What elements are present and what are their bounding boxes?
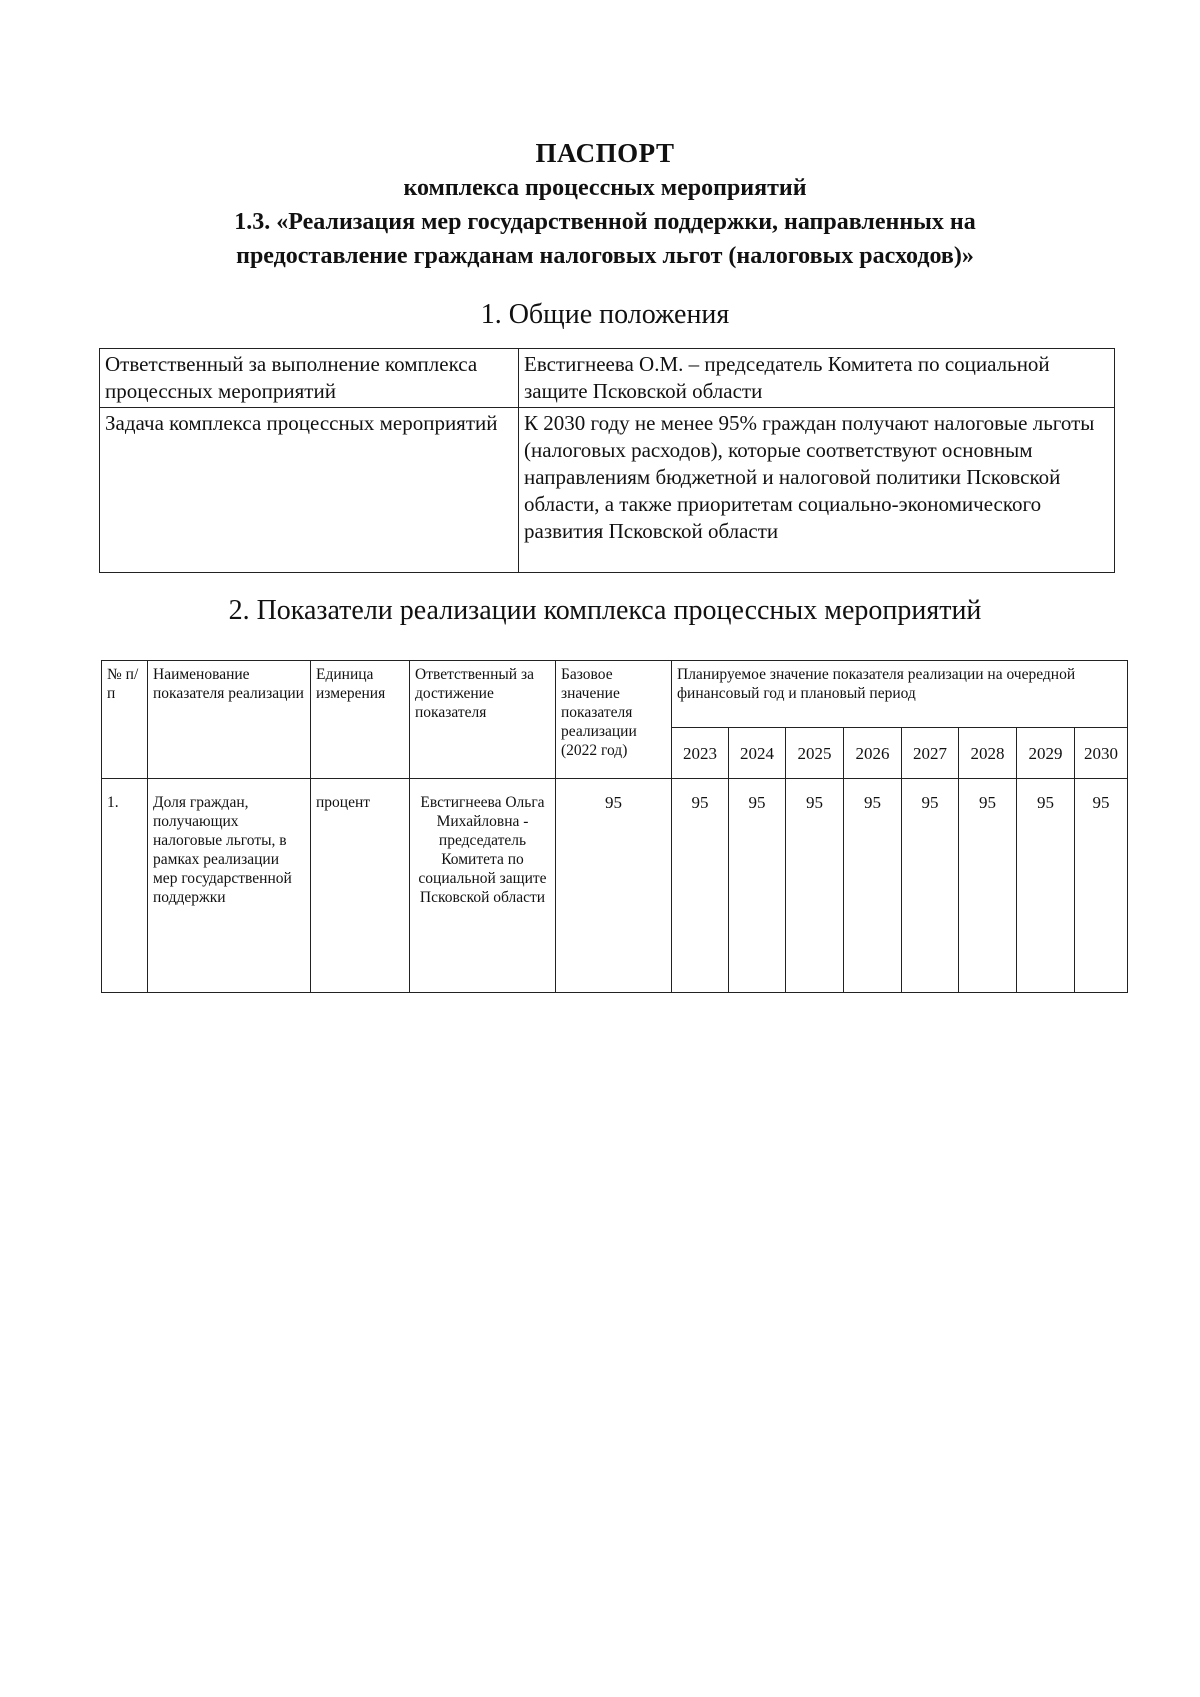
responsible-label: Ответственный за выполнение комплекса процессных мероприятий [100,349,519,408]
table-row [102,779,1128,993]
document-subtitle-line1: комплекса процессных мероприятий [403,175,807,201]
row-value: 95 [672,779,729,993]
header-year: 2026 [844,728,902,779]
header-year: 2025 [786,728,844,779]
row-value: 95 [729,779,786,993]
table-row [100,349,1115,408]
row-value: 95 [1075,779,1128,993]
header-year: 2029 [1017,728,1075,779]
document-subtitle-line3: предоставление гражданам налоговых льгот (налоговых расходов)» [236,243,974,269]
document-title-block [120,135,1090,273]
row-num: 1. [102,779,148,993]
row-base: 95 [556,779,672,993]
task-value: К 2030 году не менее 95% граждан получают налоговые льготы (налоговых расходов), которые соответствуют основным направлениям бюджетной и налоговой политики Псковской области, а также приоритетам социально-экономического развития Псковской области [519,408,1115,573]
document-subtitle-line2: 1.3. «Реализация мер государственной поддержки, направленных на [234,209,976,235]
table-header-row [102,661,1128,728]
row-name: Доля граждан, получающих налоговые льготы, в рамках реализации мер государственной поддержки [148,779,311,993]
row-responsible: Евстигнеева Ольга Михайловна - председатель Комитета по социальной защите Псковской области [410,779,556,993]
general-provisions-table [99,348,1115,573]
header-year: 2024 [729,728,786,779]
header-year: 2023 [672,728,729,779]
row-value: 95 [902,779,959,993]
header-planned: Планируемое значение показателя реализации на очередной финансовый год и плановый период [672,661,1128,728]
header-unit: Единица измерения [311,661,410,779]
table-row [100,408,1115,573]
indicators-table [101,660,1128,993]
row-value: 95 [786,779,844,993]
header-year: 2028 [959,728,1017,779]
task-label: Задача комплекса процессных мероприятий [100,408,519,573]
header-base: Базовое значение показателя реализации (2022 год) [556,661,672,779]
section1-heading: 1. Общие положения [480,299,730,330]
header-year: 2027 [902,728,959,779]
document-title: ПАСПОРТ [535,138,675,168]
row-value: 95 [1017,779,1075,993]
row-unit: процент [311,779,410,993]
row-value: 95 [959,779,1017,993]
row-value: 95 [844,779,902,993]
header-responsible: Ответственный за достижение показателя [410,661,556,779]
responsible-value: Евстигнеева О.М. – председатель Комитета по социальной защите Псковской области [519,349,1115,408]
header-name: Наименование показателя реализации [148,661,311,779]
section2-heading: 2. Показатели реализации комплекса процессных мероприятий [228,595,982,626]
header-num: № п/п [102,661,148,779]
header-year: 2030 [1075,728,1128,779]
